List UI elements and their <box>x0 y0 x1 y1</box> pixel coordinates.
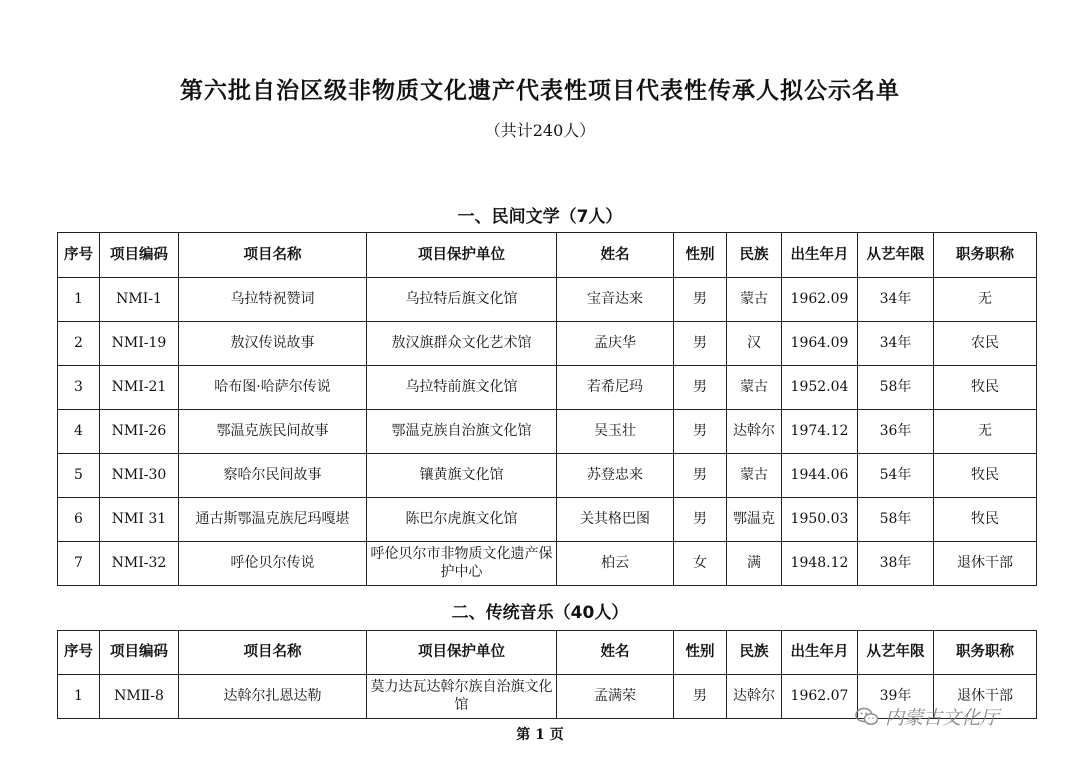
cell-ethnicity: 达斡尔 <box>727 410 782 454</box>
cell-years-practice: 58年 <box>858 366 934 410</box>
document-title: 第六批自治区级非物质文化遗产代表性项目代表性传承人拟公示名单 <box>180 78 900 104</box>
table-header-row <box>58 233 1037 278</box>
column-header-gender: 性别 <box>674 631 727 675</box>
cell-birth-date: 1962.07 <box>782 675 858 719</box>
cell-gender: 男 <box>674 498 727 542</box>
cell-seq: 4 <box>58 410 100 454</box>
column-header-title: 职务职称 <box>934 631 1037 675</box>
cell-seq: 6 <box>58 498 100 542</box>
cell-code: NMⅠ-21 <box>100 366 179 410</box>
cell-ethnicity: 蒙古 <box>727 454 782 498</box>
column-header-years-practice: 从艺年限 <box>858 631 934 675</box>
cell-birth-date: 1964.09 <box>782 322 858 366</box>
column-header-seq: 序号 <box>58 233 100 278</box>
table-row <box>58 410 1037 454</box>
cell-title: 牧民 <box>934 454 1037 498</box>
cell-protection-unit: 乌拉特前旗文化馆 <box>367 366 557 410</box>
section-heading-folk-literature: 一、民间文学（7人） <box>457 207 623 227</box>
cell-title: 牧民 <box>934 498 1037 542</box>
cell-project-name: 乌拉特祝赞词 <box>179 278 367 322</box>
cell-protection-unit: 敖汉旗群众文化艺术馆 <box>367 322 557 366</box>
table-row <box>58 278 1037 322</box>
cell-title: 退休干部 <box>934 542 1037 586</box>
column-header-title: 职务职称 <box>934 233 1037 278</box>
table-folk-literature <box>57 232 1037 586</box>
cell-project-name: 察哈尔民间故事 <box>179 454 367 498</box>
cell-person-name: 吴玉壮 <box>557 410 674 454</box>
cell-gender: 男 <box>674 454 727 498</box>
cell-birth-date: 1948.12 <box>782 542 858 586</box>
cell-protection-unit: 镶黄旗文化馆 <box>367 454 557 498</box>
wechat-icon <box>855 707 879 727</box>
cell-code: NMⅠ-32 <box>100 542 179 586</box>
column-header-protection-unit: 项目保护单位 <box>367 233 557 278</box>
cell-birth-date: 1974.12 <box>782 410 858 454</box>
column-header-ethnicity: 民族 <box>727 631 782 675</box>
column-header-birth-date: 出生年月 <box>782 233 858 278</box>
cell-person-name: 苏登忠来 <box>557 454 674 498</box>
cell-gender: 男 <box>674 278 727 322</box>
cell-title: 无 <box>934 410 1037 454</box>
cell-project-name: 达斡尔扎恩达勒 <box>179 675 367 719</box>
watermark <box>855 703 999 730</box>
cell-code: NMⅠ 31 <box>100 498 179 542</box>
column-header-years-practice: 从艺年限 <box>858 233 934 278</box>
cell-protection-unit: 乌拉特后旗文化馆 <box>367 278 557 322</box>
cell-seq: 1 <box>58 278 100 322</box>
cell-code: NMⅠ-30 <box>100 454 179 498</box>
cell-title: 牧民 <box>934 366 1037 410</box>
cell-ethnicity: 鄂温克 <box>727 498 782 542</box>
column-header-project-name: 项目名称 <box>179 631 367 675</box>
cell-protection-unit: 莫力达瓦达斡尔族自治旗文化馆 <box>367 675 557 719</box>
cell-code: NMⅠ-1 <box>100 278 179 322</box>
column-header-person-name: 姓名 <box>557 631 674 675</box>
cell-years-practice: 39年 <box>858 675 934 719</box>
cell-title: 退休干部 <box>934 675 1037 719</box>
cell-project-name: 鄂温克族民间故事 <box>179 410 367 454</box>
cell-seq: 7 <box>58 542 100 586</box>
column-header-seq: 序号 <box>58 631 100 675</box>
cell-person-name: 孟庆华 <box>557 322 674 366</box>
cell-birth-date: 1962.09 <box>782 278 858 322</box>
cell-years-practice: 58年 <box>858 498 934 542</box>
cell-gender: 女 <box>674 542 727 586</box>
cell-code: NMⅡ-8 <box>100 675 179 719</box>
cell-seq: 3 <box>58 366 100 410</box>
cell-code: NMⅠ-26 <box>100 410 179 454</box>
column-header-code: 项目编码 <box>100 233 179 278</box>
cell-person-name: 宝音达来 <box>557 278 674 322</box>
table-header-row <box>58 631 1037 675</box>
column-header-protection-unit: 项目保护单位 <box>367 631 557 675</box>
cell-person-name: 若希尼玛 <box>557 366 674 410</box>
cell-ethnicity: 蒙古 <box>727 366 782 410</box>
cell-person-name: 关其格巴图 <box>557 498 674 542</box>
document-subtitle: （共计240人） <box>484 121 596 140</box>
table-row <box>58 322 1037 366</box>
column-header-birth-date: 出生年月 <box>782 631 858 675</box>
cell-project-name: 敖汉传说故事 <box>179 322 367 366</box>
page-number: 第 1 页 <box>516 727 564 743</box>
cell-gender: 男 <box>674 410 727 454</box>
table-row <box>58 498 1037 542</box>
cell-protection-unit: 呼伦贝尔市非物质文化遗产保护中心 <box>367 542 557 586</box>
cell-birth-date: 1944.06 <box>782 454 858 498</box>
cell-years-practice: 34年 <box>858 278 934 322</box>
table-row <box>58 366 1037 410</box>
cell-title: 无 <box>934 278 1037 322</box>
cell-seq: 1 <box>58 675 100 719</box>
column-header-project-name: 项目名称 <box>179 233 367 278</box>
cell-seq: 5 <box>58 454 100 498</box>
cell-ethnicity: 蒙古 <box>727 278 782 322</box>
watermark-text: 内蒙古文化厅 <box>885 707 1000 729</box>
cell-ethnicity: 达斡尔 <box>727 675 782 719</box>
cell-ethnicity: 汉 <box>727 322 782 366</box>
table-row <box>58 454 1037 498</box>
cell-gender: 男 <box>674 366 727 410</box>
cell-person-name: 柏云 <box>557 542 674 586</box>
cell-project-name: 呼伦贝尔传说 <box>179 542 367 586</box>
cell-code: NMⅠ-19 <box>100 322 179 366</box>
cell-person-name: 孟满荣 <box>557 675 674 719</box>
section-heading-traditional-music: 二、传统音乐（40人） <box>451 603 629 623</box>
cell-birth-date: 1952.04 <box>782 366 858 410</box>
cell-birth-date: 1950.03 <box>782 498 858 542</box>
column-header-ethnicity: 民族 <box>727 233 782 278</box>
column-header-gender: 性别 <box>674 233 727 278</box>
cell-project-name: 通古斯鄂温克族尼玛嘎堪 <box>179 498 367 542</box>
cell-protection-unit: 鄂温克族自治旗文化馆 <box>367 410 557 454</box>
table-row <box>58 542 1037 586</box>
cell-title: 农民 <box>934 322 1037 366</box>
cell-gender: 男 <box>674 675 727 719</box>
cell-ethnicity: 满 <box>727 542 782 586</box>
cell-years-practice: 36年 <box>858 410 934 454</box>
cell-years-practice: 54年 <box>858 454 934 498</box>
column-header-code: 项目编码 <box>100 631 179 675</box>
cell-seq: 2 <box>58 322 100 366</box>
cell-gender: 男 <box>674 322 727 366</box>
cell-years-practice: 34年 <box>858 322 934 366</box>
cell-years-practice: 38年 <box>858 542 934 586</box>
column-header-person-name: 姓名 <box>557 233 674 278</box>
cell-project-name: 哈布图·哈萨尔传说 <box>179 366 367 410</box>
cell-protection-unit: 陈巴尔虎旗文化馆 <box>367 498 557 542</box>
